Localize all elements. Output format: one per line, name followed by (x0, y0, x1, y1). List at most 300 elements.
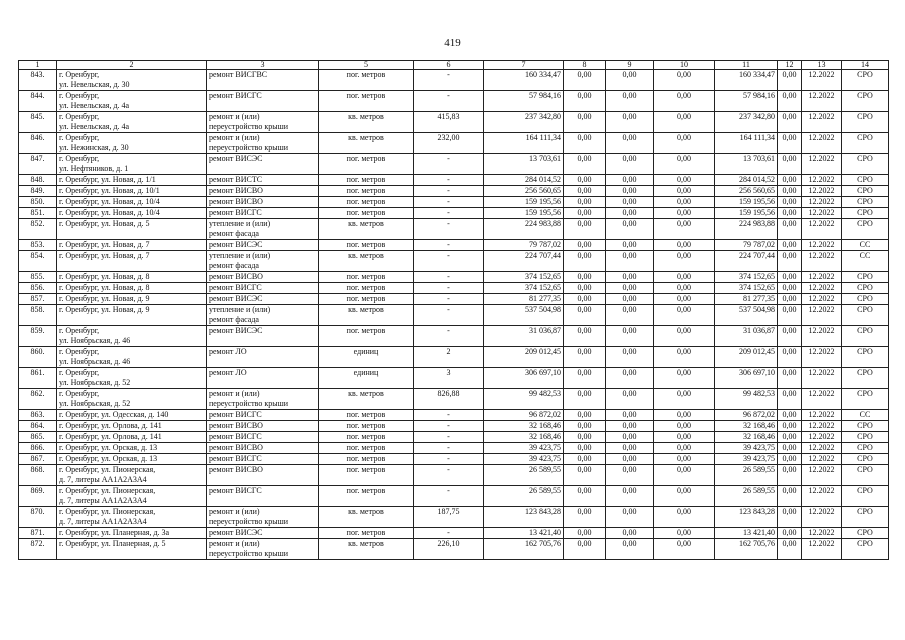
cell-quantity: - (414, 219, 484, 240)
cell-deadline: 12.2022 (802, 347, 842, 368)
column-number-header: 1 (19, 61, 57, 70)
cell-unit: пог. метров (319, 432, 414, 443)
cell-method: СРО (842, 465, 889, 486)
cell-method: СРО (842, 272, 889, 283)
cell-total-cost: 164 111,34 (484, 133, 564, 154)
cell-fund-4: 237 342,80 (715, 112, 778, 133)
cell-fund-2: 0,00 (606, 528, 654, 539)
cell-row-number: 856. (19, 283, 57, 294)
cell-row-number: 861. (19, 368, 57, 389)
cell-fund-3: 0,00 (654, 368, 715, 389)
cell-fund-4: 26 589,55 (715, 486, 778, 507)
cell-fund-3: 0,00 (654, 208, 715, 219)
cell-total-cost: 39 423,75 (484, 454, 564, 465)
cell-unit: пог. метров (319, 91, 414, 112)
cell-fund-5: 0,00 (778, 539, 802, 560)
table-row (19, 389, 889, 410)
cell-quantity: - (414, 91, 484, 112)
cell-unit: кв. метров (319, 539, 414, 560)
cell-row-number: 851. (19, 208, 57, 219)
cell-deadline: 12.2022 (802, 70, 842, 91)
column-number-row (19, 61, 889, 70)
cell-fund-3: 0,00 (654, 272, 715, 283)
cell-method: СРО (842, 294, 889, 305)
cell-fund-1: 0,00 (564, 410, 606, 421)
cell-total-cost: 39 423,75 (484, 443, 564, 454)
cell-fund-3: 0,00 (654, 432, 715, 443)
cell-row-number: 871. (19, 528, 57, 539)
cell-method: СРО (842, 454, 889, 465)
cell-row-number: 865. (19, 432, 57, 443)
cell-work-type: ремонт ВИСЭС (207, 528, 319, 539)
cell-unit: пог. метров (319, 70, 414, 91)
cell-quantity: 2 (414, 347, 484, 368)
cell-row-number: 854. (19, 251, 57, 272)
cell-unit: пог. метров (319, 283, 414, 294)
column-number-header: 3 (207, 61, 319, 70)
table-row (19, 326, 889, 347)
cell-fund-2: 0,00 (606, 175, 654, 186)
cell-fund-5: 0,00 (778, 154, 802, 175)
cell-fund-1: 0,00 (564, 421, 606, 432)
cell-quantity: - (414, 326, 484, 347)
cell-work-type: ремонт ВИСГС (207, 486, 319, 507)
table-row (19, 219, 889, 240)
cell-address: г. Оренбург, ул. Новая, д. 8 (57, 272, 207, 283)
cell-fund-3: 0,00 (654, 175, 715, 186)
cell-work-type: ремонт и (или) переустройство крыши (207, 539, 319, 560)
cell-address: г. Оренбург, ул. Ноябрьская, д. 46 (57, 347, 207, 368)
cell-work-type: ремонт ВИСВО (207, 443, 319, 454)
cell-fund-4: 79 787,02 (715, 240, 778, 251)
cell-total-cost: 162 705,76 (484, 539, 564, 560)
cell-method: СРО (842, 154, 889, 175)
cell-row-number: 844. (19, 91, 57, 112)
table-row (19, 305, 889, 326)
cell-fund-4: 32 168,46 (715, 432, 778, 443)
cell-work-type: ремонт ВИСВО (207, 186, 319, 197)
cell-total-cost: 237 342,80 (484, 112, 564, 133)
cell-address: г. Оренбург, ул. Нежинская, д. 30 (57, 133, 207, 154)
cell-fund-2: 0,00 (606, 197, 654, 208)
cell-total-cost: 57 984,16 (484, 91, 564, 112)
cell-unit: кв. метров (319, 507, 414, 528)
cell-fund-1: 0,00 (564, 272, 606, 283)
cell-fund-1: 0,00 (564, 186, 606, 197)
cell-fund-4: 209 012,45 (715, 347, 778, 368)
cell-fund-2: 0,00 (606, 454, 654, 465)
cell-fund-1: 0,00 (564, 389, 606, 410)
cell-unit: пог. метров (319, 208, 414, 219)
cell-method: СРО (842, 208, 889, 219)
cell-fund-3: 0,00 (654, 133, 715, 154)
cell-method: СРО (842, 91, 889, 112)
cell-fund-1: 0,00 (564, 283, 606, 294)
table-row (19, 186, 889, 197)
cell-total-cost: 123 843,28 (484, 507, 564, 528)
cell-unit: пог. метров (319, 454, 414, 465)
cell-total-cost: 31 036,87 (484, 326, 564, 347)
cell-deadline: 12.2022 (802, 305, 842, 326)
cell-row-number: 857. (19, 294, 57, 305)
cell-fund-2: 0,00 (606, 305, 654, 326)
table-row (19, 91, 889, 112)
cell-fund-5: 0,00 (778, 465, 802, 486)
table-row (19, 154, 889, 175)
cell-fund-1: 0,00 (564, 432, 606, 443)
cell-fund-3: 0,00 (654, 486, 715, 507)
table-row (19, 133, 889, 154)
cell-method: СРО (842, 70, 889, 91)
cell-fund-3: 0,00 (654, 197, 715, 208)
cell-total-cost: 256 560,65 (484, 186, 564, 197)
cell-fund-2: 0,00 (606, 251, 654, 272)
cell-fund-5: 0,00 (778, 197, 802, 208)
cell-method: СРО (842, 305, 889, 326)
cell-fund-3: 0,00 (654, 91, 715, 112)
table-row (19, 251, 889, 272)
cell-quantity: - (414, 272, 484, 283)
cell-fund-3: 0,00 (654, 112, 715, 133)
cell-fund-4: 374 152,65 (715, 272, 778, 283)
cell-fund-2: 0,00 (606, 240, 654, 251)
cell-fund-4: 162 705,76 (715, 539, 778, 560)
cell-fund-4: 81 277,35 (715, 294, 778, 305)
cell-total-cost: 32 168,46 (484, 432, 564, 443)
cell-unit: пог. метров (319, 175, 414, 186)
cell-fund-5: 0,00 (778, 421, 802, 432)
cell-row-number: 853. (19, 240, 57, 251)
cell-row-number: 855. (19, 272, 57, 283)
cell-work-type: ремонт ВИСГВС (207, 70, 319, 91)
cell-deadline: 12.2022 (802, 197, 842, 208)
cell-quantity: 3 (414, 368, 484, 389)
cell-deadline: 12.2022 (802, 283, 842, 294)
table-row (19, 454, 889, 465)
cell-fund-1: 0,00 (564, 507, 606, 528)
cell-method: СРО (842, 539, 889, 560)
cell-unit: пог. метров (319, 465, 414, 486)
cell-fund-4: 284 014,52 (715, 175, 778, 186)
cell-quantity: - (414, 305, 484, 326)
cell-total-cost: 13 703,61 (484, 154, 564, 175)
cell-fund-3: 0,00 (654, 443, 715, 454)
cell-deadline: 12.2022 (802, 539, 842, 560)
cell-quantity: - (414, 486, 484, 507)
cell-fund-1: 0,00 (564, 454, 606, 465)
cell-unit: кв. метров (319, 133, 414, 154)
cell-deadline: 12.2022 (802, 154, 842, 175)
page-number: 419 (444, 37, 461, 49)
cell-method: СРО (842, 389, 889, 410)
cell-fund-5: 0,00 (778, 133, 802, 154)
cell-fund-2: 0,00 (606, 389, 654, 410)
column-number-header: 13 (802, 61, 842, 70)
cell-fund-5: 0,00 (778, 175, 802, 186)
cell-total-cost: 537 504,98 (484, 305, 564, 326)
cell-row-number: 863. (19, 410, 57, 421)
table-row (19, 528, 889, 539)
cell-method: СРО (842, 421, 889, 432)
cell-total-cost: 284 014,52 (484, 175, 564, 186)
cell-unit: пог. метров (319, 197, 414, 208)
cell-fund-2: 0,00 (606, 283, 654, 294)
cell-quantity: - (414, 251, 484, 272)
cell-fund-1: 0,00 (564, 368, 606, 389)
cell-work-type: ремонт ВИСГС (207, 91, 319, 112)
works-table (18, 60, 889, 560)
table-row (19, 112, 889, 133)
cell-fund-4: 123 843,28 (715, 507, 778, 528)
cell-fund-4: 256 560,65 (715, 186, 778, 197)
cell-deadline: 12.2022 (802, 507, 842, 528)
cell-address: г. Оренбург, ул. Новая, д. 1/1 (57, 175, 207, 186)
cell-fund-2: 0,00 (606, 432, 654, 443)
cell-work-type: утепление и (или) ремонт фасада (207, 219, 319, 240)
cell-fund-2: 0,00 (606, 421, 654, 432)
table-row (19, 70, 889, 91)
cell-fund-4: 306 697,10 (715, 368, 778, 389)
cell-quantity: - (414, 454, 484, 465)
cell-row-number: 868. (19, 465, 57, 486)
cell-quantity: - (414, 208, 484, 219)
column-number-header: 11 (715, 61, 778, 70)
column-number-header: 5 (319, 61, 414, 70)
cell-quantity: 232,00 (414, 133, 484, 154)
cell-total-cost: 374 152,65 (484, 283, 564, 294)
cell-fund-1: 0,00 (564, 539, 606, 560)
cell-fund-5: 0,00 (778, 389, 802, 410)
cell-fund-3: 0,00 (654, 186, 715, 197)
cell-address: г. Оренбург, ул. Ноябрьская, д. 52 (57, 389, 207, 410)
cell-fund-5: 0,00 (778, 347, 802, 368)
cell-address: г. Оренбург, ул. Новая, д. 7 (57, 240, 207, 251)
cell-fund-3: 0,00 (654, 454, 715, 465)
cell-work-type: ремонт ВИСГС (207, 283, 319, 294)
cell-deadline: 12.2022 (802, 272, 842, 283)
cell-fund-1: 0,00 (564, 175, 606, 186)
cell-fund-3: 0,00 (654, 305, 715, 326)
cell-fund-2: 0,00 (606, 208, 654, 219)
table-row (19, 410, 889, 421)
cell-deadline: 12.2022 (802, 208, 842, 219)
cell-fund-5: 0,00 (778, 240, 802, 251)
cell-unit: кв. метров (319, 251, 414, 272)
cell-method: СРО (842, 368, 889, 389)
cell-method: СРО (842, 507, 889, 528)
cell-fund-5: 0,00 (778, 208, 802, 219)
cell-quantity: 187,75 (414, 507, 484, 528)
table-row (19, 272, 889, 283)
cell-fund-4: 57 984,16 (715, 91, 778, 112)
cell-fund-2: 0,00 (606, 112, 654, 133)
cell-work-type: ремонт ВИСТС (207, 175, 319, 186)
table-row (19, 283, 889, 294)
cell-fund-3: 0,00 (654, 326, 715, 347)
cell-deadline: 12.2022 (802, 410, 842, 421)
cell-unit: кв. метров (319, 112, 414, 133)
cell-method: СРО (842, 528, 889, 539)
cell-work-type: ремонт и (или) переустройство крыши (207, 112, 319, 133)
cell-fund-2: 0,00 (606, 465, 654, 486)
cell-method: СС (842, 410, 889, 421)
cell-address: г. Оренбург, ул. Планерная, д. 5 (57, 539, 207, 560)
table-row (19, 486, 889, 507)
cell-fund-3: 0,00 (654, 70, 715, 91)
cell-unit: пог. метров (319, 486, 414, 507)
cell-row-number: 858. (19, 305, 57, 326)
column-number-header: 12 (778, 61, 802, 70)
cell-deadline: 12.2022 (802, 219, 842, 240)
cell-total-cost: 159 195,56 (484, 197, 564, 208)
cell-work-type: ремонт и (или) переустройство крыши (207, 507, 319, 528)
cell-address: г. Оренбург, ул. Новая, д. 10/4 (57, 197, 207, 208)
cell-fund-5: 0,00 (778, 410, 802, 421)
cell-fund-5: 0,00 (778, 507, 802, 528)
cell-deadline: 12.2022 (802, 432, 842, 443)
cell-total-cost: 159 195,56 (484, 208, 564, 219)
cell-quantity: - (414, 154, 484, 175)
table-row (19, 432, 889, 443)
cell-fund-4: 224 707,44 (715, 251, 778, 272)
column-number-header: 6 (414, 61, 484, 70)
cell-unit: пог. метров (319, 294, 414, 305)
column-number-header: 14 (842, 61, 889, 70)
cell-fund-5: 0,00 (778, 186, 802, 197)
cell-address: г. Оренбург, ул. Пионерская, д. 7, литеры АА1А2А3А4 (57, 507, 207, 528)
cell-row-number: 849. (19, 186, 57, 197)
cell-deadline: 12.2022 (802, 454, 842, 465)
cell-fund-2: 0,00 (606, 133, 654, 154)
cell-work-type: ремонт ВИСЭС (207, 240, 319, 251)
cell-deadline: 12.2022 (802, 112, 842, 133)
cell-address: г. Оренбург, ул. Одесская, д. 140 (57, 410, 207, 421)
cell-fund-1: 0,00 (564, 347, 606, 368)
cell-fund-1: 0,00 (564, 112, 606, 133)
cell-fund-1: 0,00 (564, 443, 606, 454)
cell-fund-4: 99 482,53 (715, 389, 778, 410)
column-number-header: 9 (606, 61, 654, 70)
cell-row-number: 845. (19, 112, 57, 133)
cell-fund-5: 0,00 (778, 283, 802, 294)
cell-work-type: ремонт ВИСВО (207, 197, 319, 208)
cell-method: СРО (842, 186, 889, 197)
cell-deadline: 12.2022 (802, 486, 842, 507)
cell-quantity: 226,10 (414, 539, 484, 560)
cell-method: СРО (842, 219, 889, 240)
cell-row-number: 866. (19, 443, 57, 454)
cell-address: г. Оренбург, ул. Орская, д. 13 (57, 443, 207, 454)
cell-address: г. Оренбург, ул. Новая, д. 5 (57, 219, 207, 240)
cell-fund-5: 0,00 (778, 294, 802, 305)
cell-fund-2: 0,00 (606, 410, 654, 421)
cell-total-cost: 224 983,88 (484, 219, 564, 240)
cell-total-cost: 374 152,65 (484, 272, 564, 283)
cell-work-type: ремонт ВИСВО (207, 272, 319, 283)
table-row (19, 294, 889, 305)
cell-quantity: 415,83 (414, 112, 484, 133)
cell-quantity: - (414, 443, 484, 454)
cell-fund-2: 0,00 (606, 154, 654, 175)
cell-row-number: 847. (19, 154, 57, 175)
cell-fund-2: 0,00 (606, 486, 654, 507)
cell-work-type: утепление и (или) ремонт фасада (207, 305, 319, 326)
cell-fund-5: 0,00 (778, 368, 802, 389)
cell-fund-4: 96 872,02 (715, 410, 778, 421)
cell-work-type: ремонт ВИСЭС (207, 294, 319, 305)
cell-total-cost: 160 334,47 (484, 70, 564, 91)
cell-fund-5: 0,00 (778, 454, 802, 465)
cell-fund-5: 0,00 (778, 326, 802, 347)
cell-quantity: - (414, 70, 484, 91)
cell-total-cost: 96 872,02 (484, 410, 564, 421)
cell-address: г. Оренбург, ул. Новая, д. 8 (57, 283, 207, 294)
cell-method: СРО (842, 486, 889, 507)
cell-fund-3: 0,00 (654, 240, 715, 251)
cell-fund-4: 31 036,87 (715, 326, 778, 347)
cell-fund-1: 0,00 (564, 219, 606, 240)
cell-fund-2: 0,00 (606, 294, 654, 305)
cell-deadline: 12.2022 (802, 251, 842, 272)
cell-unit: пог. метров (319, 421, 414, 432)
cell-method: СРО (842, 347, 889, 368)
cell-address: г. Оренбург, ул. Новая, д. 7 (57, 251, 207, 272)
cell-deadline: 12.2022 (802, 326, 842, 347)
table-row (19, 175, 889, 186)
cell-total-cost: 209 012,45 (484, 347, 564, 368)
cell-fund-1: 0,00 (564, 305, 606, 326)
cell-row-number: 862. (19, 389, 57, 410)
cell-address: г. Оренбург, ул. Орская, д. 13 (57, 454, 207, 465)
cell-unit: пог. метров (319, 326, 414, 347)
cell-address: г. Оренбург, ул. Орлова, д. 141 (57, 421, 207, 432)
cell-fund-1: 0,00 (564, 465, 606, 486)
cell-fund-1: 0,00 (564, 294, 606, 305)
cell-fund-2: 0,00 (606, 326, 654, 347)
cell-fund-3: 0,00 (654, 507, 715, 528)
cell-quantity: 826,88 (414, 389, 484, 410)
cell-fund-4: 39 423,75 (715, 443, 778, 454)
cell-row-number: 864. (19, 421, 57, 432)
cell-method: СРО (842, 326, 889, 347)
cell-unit: кв. метров (319, 389, 414, 410)
cell-fund-3: 0,00 (654, 219, 715, 240)
cell-address: г. Оренбург, ул. Невельская, д. 30 (57, 70, 207, 91)
cell-address: г. Оренбург, ул. Орлова, д. 141 (57, 432, 207, 443)
cell-row-number: 846. (19, 133, 57, 154)
cell-fund-5: 0,00 (778, 528, 802, 539)
cell-method: СС (842, 240, 889, 251)
cell-unit: пог. метров (319, 410, 414, 421)
cell-fund-1: 0,00 (564, 133, 606, 154)
cell-fund-5: 0,00 (778, 112, 802, 133)
cell-fund-5: 0,00 (778, 305, 802, 326)
cell-fund-4: 374 152,65 (715, 283, 778, 294)
cell-unit: пог. метров (319, 272, 414, 283)
cell-address: г. Оренбург, ул. Новая, д. 10/1 (57, 186, 207, 197)
cell-fund-3: 0,00 (654, 421, 715, 432)
cell-fund-2: 0,00 (606, 539, 654, 560)
cell-method: СС (842, 251, 889, 272)
cell-fund-4: 26 589,55 (715, 465, 778, 486)
cell-quantity: - (414, 410, 484, 421)
cell-work-type: ремонт ВИСВО (207, 421, 319, 432)
cell-fund-2: 0,00 (606, 272, 654, 283)
cell-fund-2: 0,00 (606, 70, 654, 91)
cell-fund-5: 0,00 (778, 70, 802, 91)
cell-unit: кв. метров (319, 219, 414, 240)
cell-method: СРО (842, 175, 889, 186)
